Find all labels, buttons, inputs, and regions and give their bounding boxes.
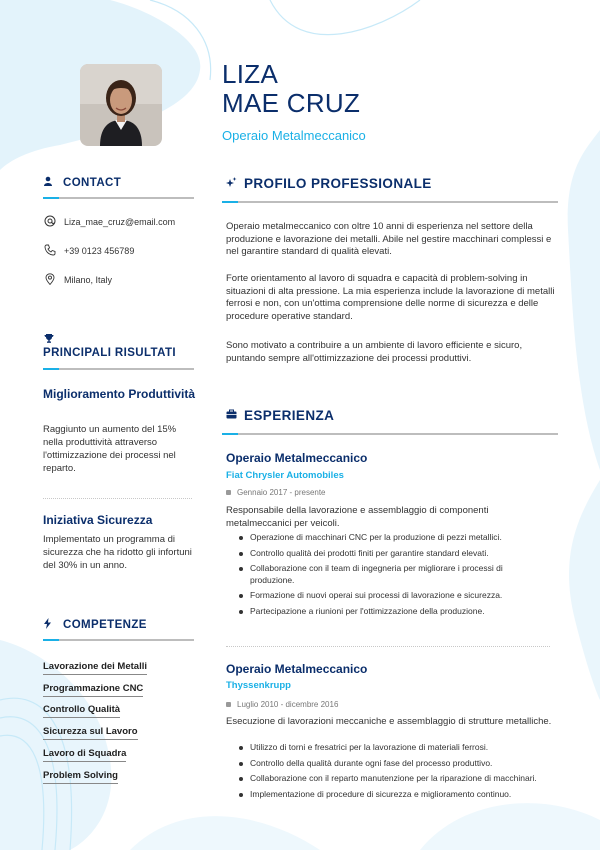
list-item: Implementazione di procedure di sicurezza e miglioramento continuo.	[238, 789, 538, 801]
contact-heading-text: CONTACT	[63, 176, 122, 189]
experience-divider	[222, 433, 558, 435]
contact-email[interactable]	[44, 215, 175, 229]
job-dates-1	[226, 488, 326, 497]
job-role: Operaio Metalmeccanico	[222, 128, 366, 143]
location-pin-icon	[44, 273, 58, 287]
company-2: Thyssenkrupp	[226, 680, 291, 691]
job-dates-text-1: Gennaio 2017 - presente	[237, 488, 326, 497]
job-bullets-2	[238, 742, 538, 804]
profile-paragraph-1: Operaio metalmeccanico con oltre 10 anni di esperienza nel settore della produzione e lavorazione dei metalli. Abile nel gestire macchinari complessi e nel garantire standard di qualità elevati.	[226, 221, 552, 257]
job-title-1: Operaio Metalmeccanico	[226, 451, 368, 465]
profile-paragraph-3: Sono motivato a contribuire a un ambiente di lavoro efficiente e sicuro, puntando sempre all'ottimizzazione dei processi produttivi.	[226, 340, 523, 364]
profile-photo	[80, 64, 162, 146]
profile-heading-text: PROFILO PROFESSIONALE	[244, 176, 432, 191]
list-item: Collaborazione con il team di ingegneria per migliorare i processi di produzione.	[238, 563, 538, 586]
list-item: Controllo della qualità durante ogni fase del processo produttivo.	[238, 758, 538, 770]
email-text: Liza_mae_cruz@email.com	[64, 217, 176, 227]
trophy-icon	[44, 330, 54, 348]
list-item: Operazione di macchinari CNC per la produzione di pezzi metallici.	[238, 532, 538, 544]
skill-item: Lavorazione dei Metalli	[43, 661, 147, 675]
experience-heading-text: ESPERIENZA	[244, 408, 335, 423]
contact-location	[44, 273, 112, 287]
name-line-1: LIZA	[222, 59, 279, 89]
job-dates-2	[226, 700, 338, 709]
calendar-icon	[226, 490, 231, 495]
profile-divider	[222, 201, 558, 203]
achievements-divider	[43, 368, 194, 370]
achievement-text-2: Implementato un programma di sicurezza che ha ridotto gli infortuni del 30% in un anno.	[43, 534, 192, 571]
lightning-icon	[43, 618, 55, 632]
skill-item: Controllo Qualità	[43, 704, 120, 718]
list-item: Controllo qualità dei prodotti finiti per garantire standard elevati.	[238, 548, 538, 560]
briefcase-icon	[226, 409, 238, 422]
job-title-2: Operaio Metalmeccanico	[226, 662, 368, 676]
achievement-title-2: Iniziativa Sicurezza	[43, 513, 153, 527]
skills-heading-text: COMPETENZE	[63, 619, 147, 631]
skills-divider	[43, 639, 194, 641]
skill-item: Programmazione CNC	[43, 683, 143, 697]
contact-divider	[43, 197, 194, 199]
achievement-text-1: Raggiunto un aumento del 15% nella produttività attraverso l'ottimizzazione dei processi nel reparto.	[43, 424, 177, 474]
profile-heading	[226, 176, 432, 191]
list-item: Collaborazione con il reparto manutenzione per la riparazione di macchinari.	[238, 773, 538, 785]
company-1: Fiat Chrysler Automobiles	[226, 470, 344, 481]
person-icon	[43, 176, 55, 189]
skill-item: Problem Solving	[43, 770, 118, 784]
skill-item: Lavoro di Squadra	[43, 748, 126, 762]
skill-item: Sicurezza sul Lavoro	[43, 726, 138, 740]
job-separator	[226, 646, 550, 647]
sparkle-icon	[226, 177, 238, 191]
phone-text: +39 0123 456789	[64, 246, 135, 256]
list-item: Utilizzo di torni e fresatrici per la lavorazione di materiali ferrosi.	[238, 742, 538, 754]
job-bullets-1	[238, 532, 538, 621]
list-item: Partecipazione a riunioni per l'ottimizzazione della produzione.	[238, 606, 538, 618]
skills-heading	[43, 618, 147, 632]
calendar-icon	[226, 702, 231, 707]
achievements-heading: PRINCIPALI RISULTATI	[43, 347, 177, 359]
candidate-name	[222, 60, 360, 118]
name-line-2: MAE CRUZ	[222, 88, 361, 118]
job-description-1: Responsabile della lavorazione e assemblaggio di componenti metalmeccanici per veicoli.	[226, 505, 489, 529]
job-description-2: Esecuzione di lavorazioni meccaniche e assemblaggio di strutture metalliche.	[226, 716, 552, 727]
contact-heading	[43, 176, 121, 189]
experience-heading	[226, 408, 334, 423]
contact-phone[interactable]	[44, 244, 134, 258]
list-item: Formazione di nuovi operai sui processi di lavorazione e sicurezza.	[238, 590, 538, 602]
achievement-separator	[43, 498, 192, 499]
phone-icon	[44, 244, 58, 258]
profile-paragraph-2: Forte orientamento al lavoro di squadra e capacità di problem-solving in situazioni di alta pressione. La mia esperienza include la lavorazione di metalli ferrosi e non, con un'ottima comprensione delle norme di sicurezza e delle procedure operative standard.	[226, 273, 555, 322]
achievement-title-1: Miglioramento Produttività	[43, 387, 196, 401]
at-icon	[44, 215, 58, 229]
job-dates-text-2: Luglio 2010 - dicembre 2016	[237, 700, 339, 709]
location-text: Milano, Italy	[64, 275, 113, 285]
